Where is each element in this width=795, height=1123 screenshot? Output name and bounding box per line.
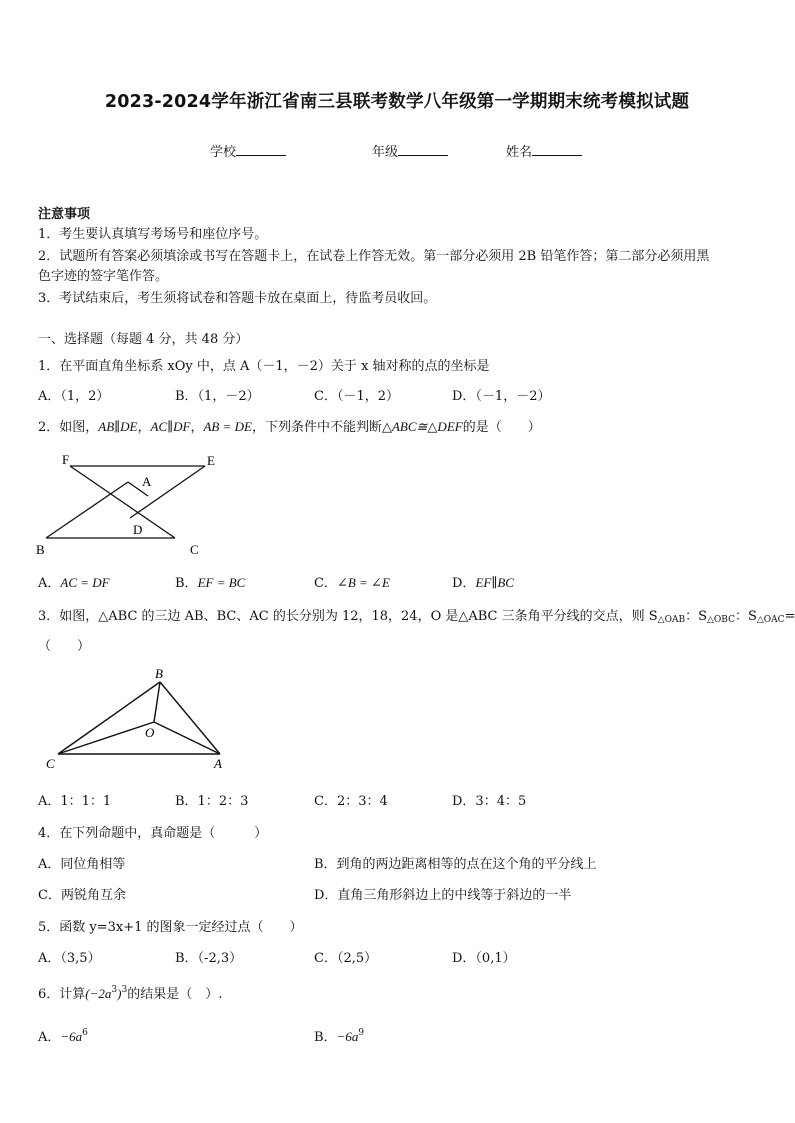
q2-option-d-text: EF∥BC <box>475 575 514 590</box>
q1-option-c[interactable]: C．（－1，2） <box>314 389 399 404</box>
q2-option-d-label: D． <box>452 576 476 591</box>
q3-label-b: B <box>155 666 163 681</box>
q6-expr-outer-exp: 3 <box>121 985 128 995</box>
q3-label-o: O <box>145 725 155 740</box>
q6-expr-inner-exp: 3 <box>111 985 118 995</box>
q3-label-a: A <box>214 756 222 771</box>
name-label: 姓名 <box>506 145 533 160</box>
q2-line-fc <box>70 466 175 538</box>
q5-option-c[interactable]: C．（2,5） <box>314 951 378 966</box>
q2-option-a-label: A． <box>38 576 61 591</box>
q4-option-c[interactable]: C．两锐角互余 <box>38 888 126 903</box>
notes-item-1: 1．考生要认真填写考场号和座位序号。 <box>38 227 268 242</box>
q6-post: 的结果是（ ）. <box>127 987 223 1002</box>
q2-option-b[interactable] <box>175 572 245 591</box>
q5-option-b[interactable]: B．（-2,3） <box>175 951 243 966</box>
q3-option-b[interactable]: B．1：2：3 <box>175 794 249 809</box>
q2-option-a-text: AC = DF <box>60 575 110 590</box>
q6-option-a[interactable] <box>38 1026 88 1045</box>
q2-label-c: C <box>190 542 199 557</box>
q3-figure <box>40 664 240 774</box>
q3-area-obc: △OBC <box>707 615 735 625</box>
q1-option-d[interactable]: D．（－1，－2） <box>452 389 551 404</box>
q2-cond-1: AB∥DE <box>98 419 138 434</box>
q2-option-b-label: B． <box>175 576 198 591</box>
notes-heading: 注意事项 <box>38 207 91 222</box>
q4-option-b[interactable]: B．到角的两边距离相等的点在这个角的平分线上 <box>314 857 597 872</box>
q6-option-b[interactable] <box>314 1026 364 1045</box>
q3-line-ba <box>160 682 220 754</box>
q3-sep-1: ：S <box>685 609 707 624</box>
q3-line-ao <box>154 722 220 754</box>
page-title: 2023-2024学年浙江省南三县联考数学八年级第一学期期末统考模拟试题 <box>104 92 690 112</box>
q3-area-oab: △OAB <box>657 615 686 625</box>
q6-expr-base: (−2a <box>85 986 112 1001</box>
q4-option-d[interactable]: D．直角三角形斜边上的中线等于斜边的一半 <box>314 888 572 903</box>
school-field[interactable] <box>210 141 286 160</box>
school-label: 学校 <box>210 145 237 160</box>
q2-label-e: E <box>207 453 215 468</box>
q6-option-a-label: A． <box>38 1030 61 1045</box>
q6-option-a-base: −6a <box>60 1029 83 1044</box>
q3-option-d[interactable]: D．3：4：5 <box>452 794 527 809</box>
q6-option-a-exp: 6 <box>82 1028 88 1038</box>
q2-cond-3: AB = DE <box>203 419 252 434</box>
q2-suffix: 的是（ ） <box>462 420 541 435</box>
q2-option-c[interactable] <box>314 572 390 591</box>
q3-stem <box>38 605 795 625</box>
q3-line-bc <box>58 682 160 754</box>
name-field[interactable] <box>506 141 582 160</box>
q3-area-oac: △OAC <box>756 615 785 625</box>
q3-sep-2: ：S <box>734 609 757 624</box>
grade-field[interactable] <box>372 141 448 160</box>
q2-label-a: A <box>142 474 152 489</box>
q6-option-b-exp: 9 <box>358 1028 365 1038</box>
q6-pre: 6．计算 <box>38 987 86 1002</box>
q2-label-f: F <box>62 452 70 467</box>
q2-prefix: 2．如图， <box>38 420 99 435</box>
q1-option-a[interactable]: A．（1，2） <box>38 389 110 404</box>
q3-equals: = <box>784 609 795 624</box>
q3-stem-text: 3．如图，△ABC 的三边 AB、BC、AC 的长分别为 12，18，24，O 是△ABC 三条角平分线的交点，则 S <box>38 609 658 624</box>
q3-line-bo <box>154 682 160 722</box>
notes-item-2-cont: 色字迹的签字笔作答。 <box>38 269 169 284</box>
q2-figure <box>30 448 230 560</box>
q2-label-d: D <box>133 522 143 537</box>
q6-option-b-label: B． <box>314 1030 337 1045</box>
q2-stem: 2．如图，AB∥DE，AC∥DF，AB = DE，下列条件中不能判断△ABC≅△DEF的是（ ） <box>38 419 541 435</box>
q2-option-c-label: C． <box>314 576 337 591</box>
q5-option-a[interactable]: A．（3,5） <box>38 951 101 966</box>
q2-option-b-text: EF = BC <box>197 575 246 590</box>
q6-expr-close: ) <box>117 986 122 1001</box>
q1-stem: 1．在平面直角坐标系 xOy 中，点 A（－1，－2）关于 x 轴对称的点的坐标是 <box>38 359 490 374</box>
q2-mid: ，下列条件中不能判断 <box>251 420 382 435</box>
q2-cond-2: AC∥DF <box>150 419 191 434</box>
q4-stem: 4．在下列命题中，真命题是（ ） <box>38 826 268 841</box>
q2-option-a[interactable] <box>38 572 110 591</box>
q2-line-ba <box>46 482 128 538</box>
q6-stem <box>38 983 222 1002</box>
q2-label-b: B <box>36 542 45 557</box>
q5-option-d[interactable]: D．（0,1） <box>452 951 516 966</box>
section-heading: 一、选择题（每题 4 分，共 48 分） <box>38 332 249 347</box>
q6-option-b-base: −6a <box>336 1029 359 1044</box>
name-blank[interactable] <box>532 143 582 156</box>
q3-line-co <box>58 722 154 754</box>
grade-label: 年级 <box>372 145 399 160</box>
q3-option-a[interactable]: A．1：1：1 <box>38 794 112 809</box>
school-blank[interactable] <box>236 143 286 156</box>
q2-option-c-text: ∠B = ∠E <box>336 575 390 590</box>
notes-item-3: 3．考试结束后，考生须将试卷和答题卡放在桌面上，待监考员收回。 <box>38 291 437 306</box>
notes-item-2: 2．试题所有答案必须填涂或书写在答题卡上，在试卷上作答无效。第一部分必须用 2B 铅笔作答；第二部分必须用黑 <box>38 249 710 264</box>
q3-label-c: C <box>46 756 55 771</box>
q3-option-c[interactable]: C．2：3：4 <box>314 794 388 809</box>
q3-paren: （ ） <box>38 639 91 654</box>
q2-conclusion: △ABC≅△DEF <box>381 419 463 434</box>
q1-option-b[interactable]: B．（1，－2） <box>175 389 260 404</box>
q2-option-d[interactable] <box>452 572 514 591</box>
q5-stem: 5．函数 y=3x+1 的图象一定经过点（ ） <box>38 920 303 935</box>
q4-option-a[interactable]: A．同位角相等 <box>38 857 126 872</box>
grade-blank[interactable] <box>398 143 448 156</box>
